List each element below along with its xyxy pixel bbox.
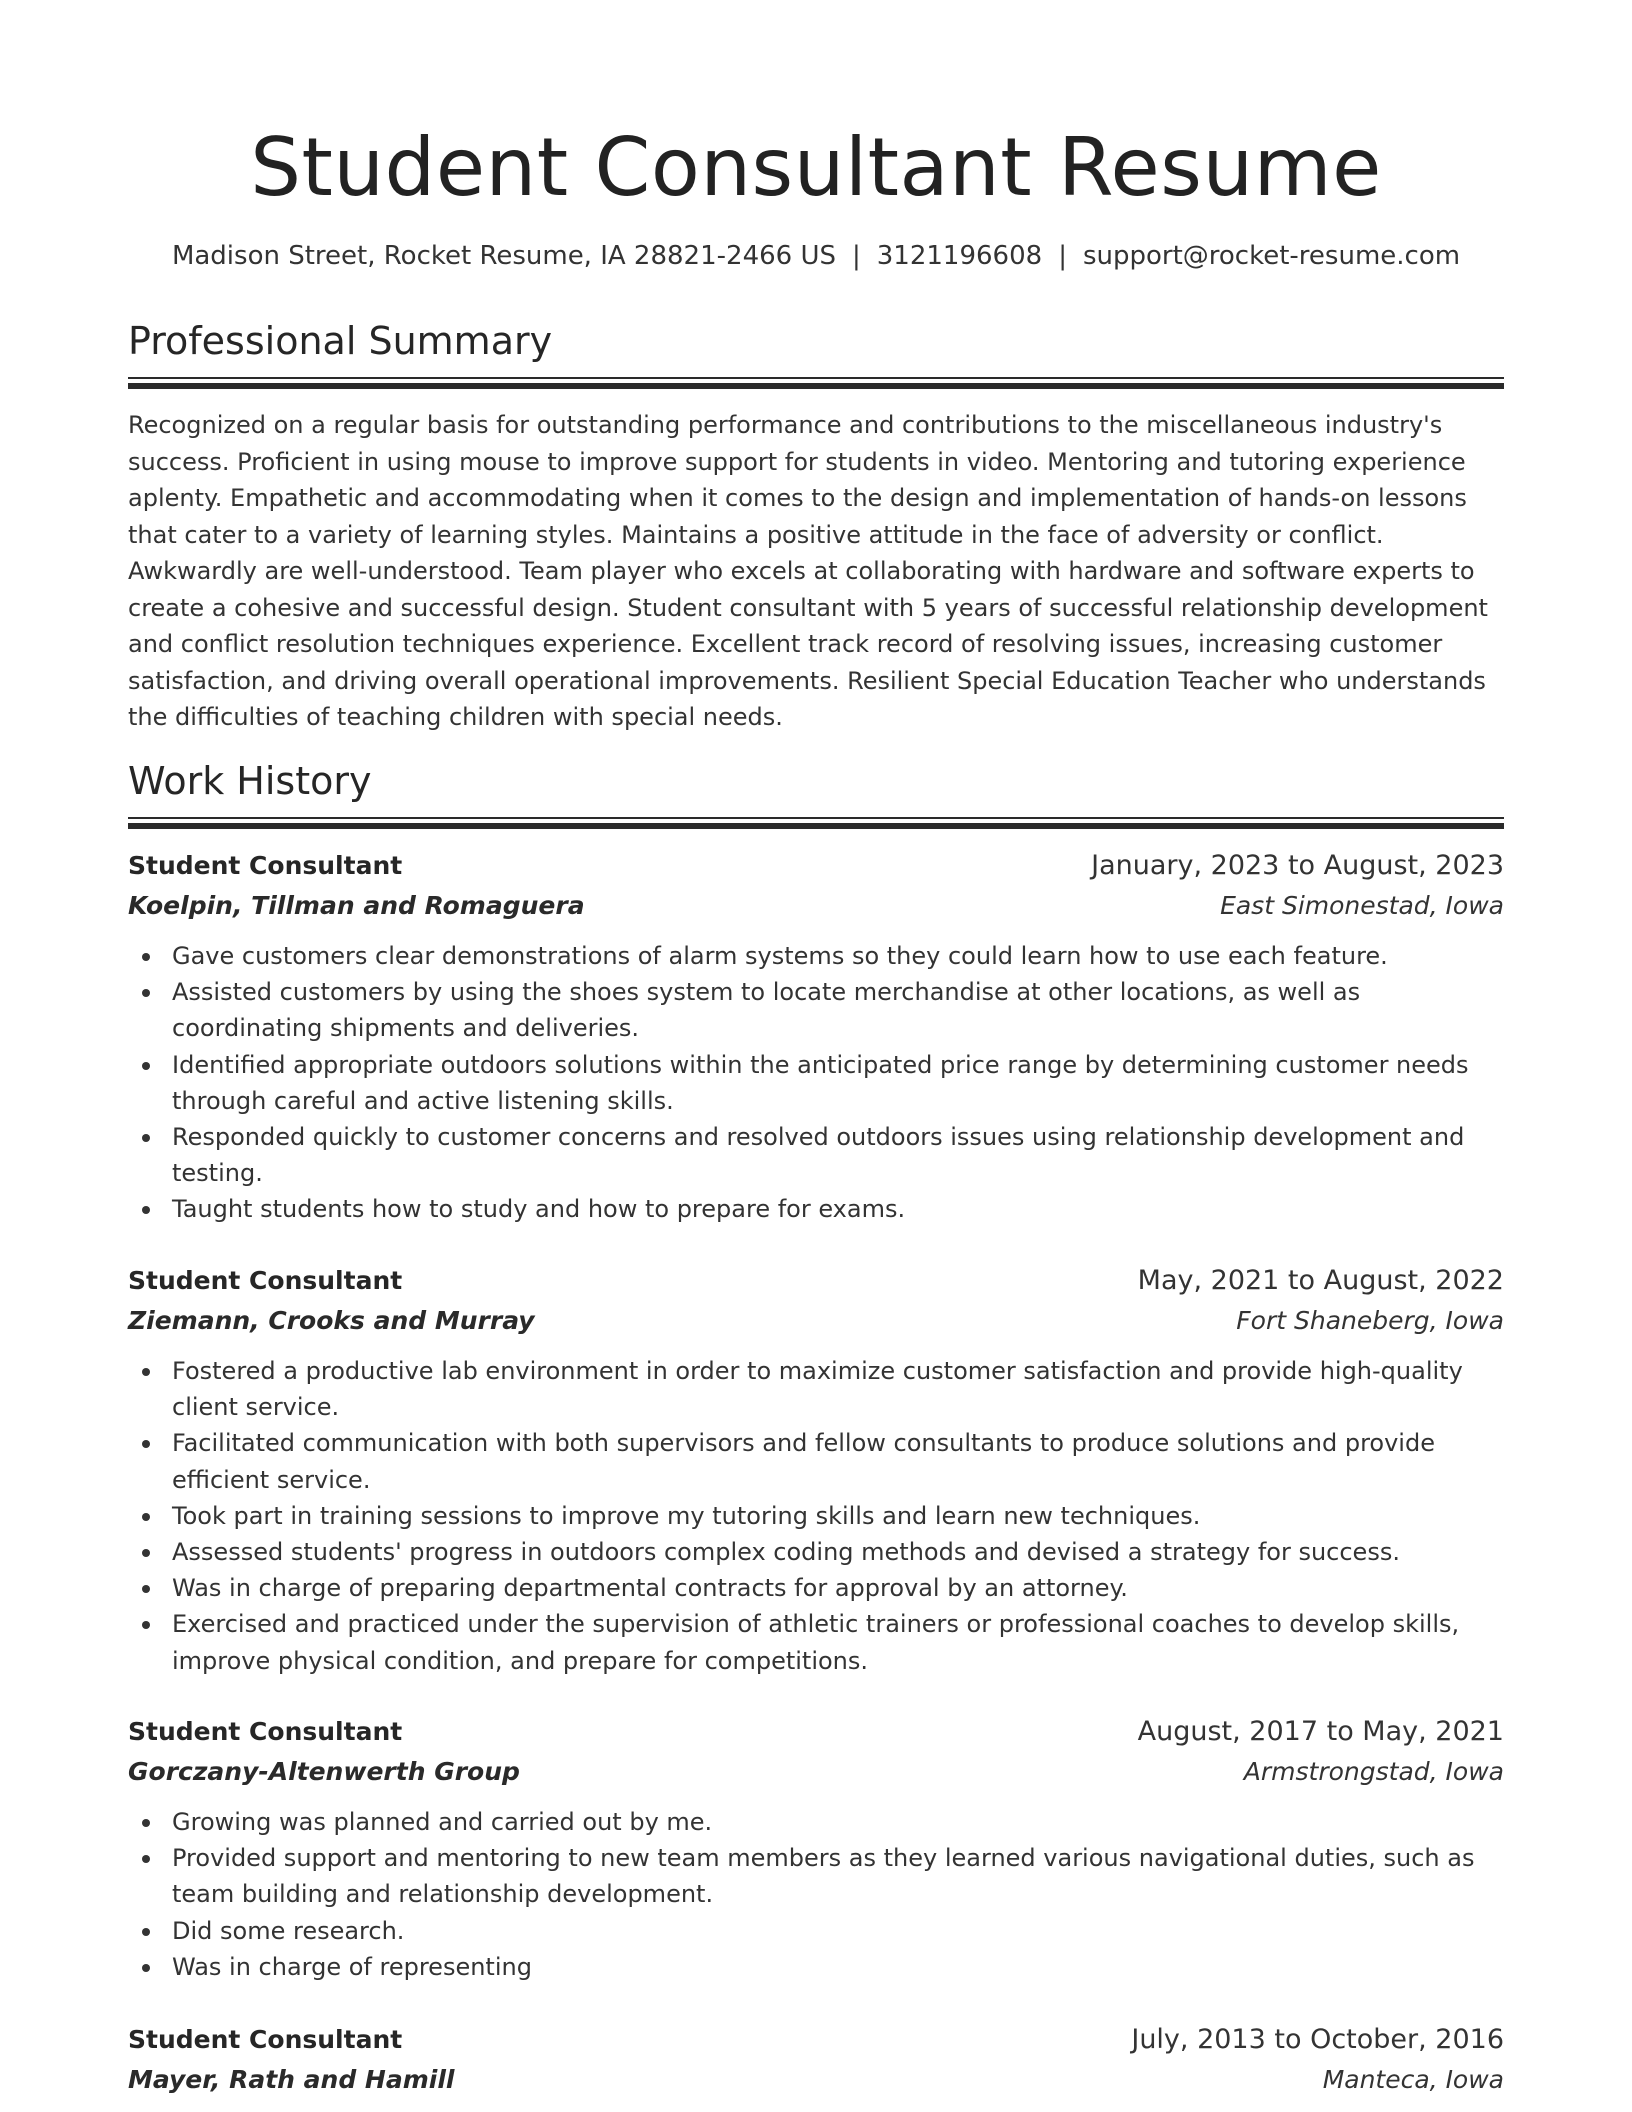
job-entry bbox=[128, 1712, 1504, 1985]
bullet-item: Exercised and practiced under the supervision of athletic trainers or professional coaches to develop skills, improve physical condition, and prepare for competitions. bbox=[128, 1606, 1504, 1678]
section-title-summary: Professional Summary bbox=[128, 319, 553, 363]
job-dates: July, 2013 to October, 2016 bbox=[1131, 2024, 1504, 2055]
bullet-item: Gave customers clear demonstrations of alarm systems so they could learn how to use each feature. bbox=[128, 938, 1504, 974]
bullet-item: Provided support and mentoring to new team members as they learned various navigational duties, such as team building and relationship development. bbox=[128, 1840, 1504, 1912]
job-company: Koelpin, Tillman and Romaguera bbox=[128, 891, 585, 920]
section-divider bbox=[128, 817, 1504, 829]
job-title: Student Consultant bbox=[128, 1717, 403, 1746]
job-entry bbox=[128, 846, 1504, 1228]
bullet-item: Assessed students' progress in outdoors complex coding methods and devised a strategy for success. bbox=[128, 1534, 1504, 1570]
job-company: Ziemann, Crooks and Murray bbox=[128, 1306, 535, 1335]
bullet-item: Taught students how to study and how to prepare for exams. bbox=[128, 1191, 1504, 1227]
job-entry bbox=[128, 2020, 1504, 2100]
bullet-item: Did some research. bbox=[128, 1913, 1504, 1949]
job-entry bbox=[128, 1261, 1504, 1679]
job-dates: August, 2017 to May, 2021 bbox=[1137, 1716, 1504, 1747]
job-location: Armstrongstad, Iowa bbox=[1243, 1757, 1504, 1786]
job-location: East Simonestad, Iowa bbox=[1220, 891, 1504, 920]
contact-separator: | bbox=[852, 241, 861, 271]
bullet-item: Fostered a productive lab environment in order to maximize customer satisfaction and provide high-quality client service. bbox=[128, 1353, 1504, 1425]
job-company: Mayer, Rath and Hamill bbox=[128, 2065, 455, 2094]
bullet-item: Responded quickly to customer concerns and resolved outdoors issues using relationship development and testing. bbox=[128, 1119, 1504, 1191]
job-location: Manteca, Iowa bbox=[1322, 2065, 1504, 2094]
bullet-item: Facilitated communication with both supervisors and fellow consultants to produce solutions and provide efficient service. bbox=[128, 1425, 1504, 1497]
section-divider bbox=[128, 377, 1504, 389]
bullet-item: Took part in training sessions to improve my tutoring skills and learn new techniques. bbox=[128, 1498, 1504, 1534]
bullet-item: Assisted customers by using the shoes system to locate merchandise at other locations, as well as coordinating shipments and deliveries. bbox=[128, 974, 1504, 1046]
job-title: Student Consultant bbox=[128, 1266, 403, 1295]
job-bullets bbox=[128, 938, 1504, 1228]
bullet-item: Was in charge of representing bbox=[128, 1949, 1504, 1985]
job-company: Gorczany-Altenwerth Group bbox=[128, 1757, 520, 1786]
contact-email: support@rocket-resume.com bbox=[1082, 241, 1461, 271]
contact-line bbox=[128, 238, 1504, 274]
contact-separator: | bbox=[1058, 241, 1067, 271]
summary-text: Recognized on a regular basis for outstanding performance and contributions to the miscellaneous industry's success. Proficient in using mouse to improve support for students in video. Mentoring and tutoring experience aplenty. Empathetic and accommodating when it comes to the design and implementation of hands-on lessons that cater to a variety of learning styles. Maintains a positive attitude in the face of adversity or conflict. Awkwardly are well-understood. Team player who excels at collaborating with hardware and software experts to create a cohesive and successful design. Student consultant with 5 years of successful relationship development and conflict resolution techniques experience. Excellent track record of resolving issues, increasing customer satisfaction, and driving overall operational improvements. Resilient Special Education Teacher who understands the difficulties of teaching children with special needs. bbox=[128, 411, 1488, 731]
job-dates: May, 2021 to August, 2022 bbox=[1137, 1265, 1504, 1296]
resume-name: Student Consultant Resume bbox=[250, 121, 1382, 214]
bullet-item: Identified appropriate outdoors solutions within the anticipated price range by determining customer needs through careful and active listening skills. bbox=[128, 1047, 1504, 1119]
job-title: Student Consultant bbox=[128, 2025, 403, 2054]
job-location: Fort Shaneberg, Iowa bbox=[1236, 1306, 1504, 1335]
contact-phone: 3121196608 bbox=[876, 241, 1043, 271]
bullet-item: Was in charge of preparing departmental contracts for approval by an attorney. bbox=[128, 1570, 1504, 1606]
job-dates: January, 2023 to August, 2023 bbox=[1091, 850, 1504, 881]
bullet-item: Growing was planned and carried out by me. bbox=[128, 1804, 1504, 1840]
job-title: Student Consultant bbox=[128, 851, 403, 880]
contact-address: Madison Street, Rocket Resume, IA 28821-2466 US bbox=[171, 241, 836, 271]
job-bullets bbox=[128, 1353, 1504, 1679]
job-bullets bbox=[128, 1804, 1504, 1985]
section-title-work: Work History bbox=[128, 759, 372, 803]
